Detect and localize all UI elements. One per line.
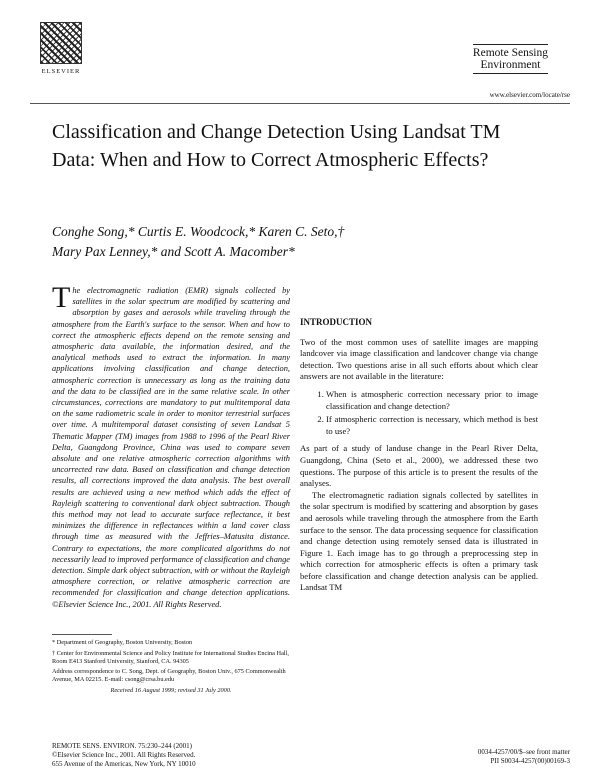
footer-journal-ref: REMOTE SENS. ENVIRON. 75:230–244 (2001) <box>52 742 192 750</box>
footnote-affiliation-1: * Department of Geography, Boston University, Boston <box>52 639 193 646</box>
article-title: Classification and Change Detection Using Landsat TM Data: When and How to Correct Atmospheric Effects? <box>52 121 501 171</box>
list-item: 1. When is atmospheric correction necessary prior to image classification and change detection? <box>326 389 538 412</box>
header-divider <box>30 103 570 104</box>
footnote-affiliation-2: † Center for Environmental Science and Policy Institute for International Studies Encina Hall, Room E413 Stanford University, Stanford, CA. 94305 <box>52 649 289 665</box>
footer-identifiers <box>478 748 570 766</box>
intro-paragraph-1: Two of the most common uses of satellite images are mapping landcover via image classification and landcover change via change detection. Two questions arise in all such efforts about which clear answers are not available in the literature: <box>300 336 538 382</box>
publisher-logo <box>36 22 86 80</box>
right-column <box>300 295 538 594</box>
journal-url[interactable]: www.elsevier.com/locate/rse <box>489 91 570 99</box>
left-column <box>52 281 290 610</box>
footnote-rule <box>52 634 112 635</box>
footer-citation <box>52 742 196 769</box>
abstract-text: he electromagnetic radiation (EMR) signals collected by satellites in the solar spectrum are modified by scattering and absorption by gases and aerosols while traveling through the atmosphere from the Earth's surface to the sensor. When and how to correct the atmospheric effects depend on the remote sensing and atmospheric data available, the information desired, and the analytical methods used to extract the information. In many applications involving classification and change detection, atmospheric correction is unnecessary as long as the training data and the data to be classified are in the same relative scale. In other circumstances, corrections are mandatory to put multitemporal data on the same radiometric scale in order to monitor terrestrial surfaces over time. A multitemporal dataset consisting of seven Landsat 5 Thematic Mapper (TM) images from 1988 to 1996 of the Pearl River Delta, Guangdong Province, China was used to compare seven absolute and one relative atmospheric correction algorithms with uncorrected raw data. Based on classification and change detection results, all corrections improved the data analysis. The best overall results are achieved using a new method which adds the effect of Rayleigh scattering to conventional dark object subtraction. Though this method may not lead to accurate surface reflectance, it best minimizes the difference in reflectances within a land cover class through time as measured with the Jeffries–Matusita distance. Contrary to expectations, the more complicated algorithms do not necessarily lead to improved performance of classification and change detection. Simple dark object subtraction, with or without the Rayleigh atmosphere correction, or relative atmospheric correction are recommended for classification and change detection applications. ©Elsevier Science Inc., 2001. All Rights Reserved. <box>52 286 290 609</box>
abstract-dropcap: T <box>52 281 71 314</box>
footnote-correspondence: Address correspondence to C. Song, Dept. of Geography, Boston Univ., 675 Commonwealth Avenue, MA 02215. E-mail: csong@crsa.bu.edu <box>52 668 286 684</box>
author-list <box>52 222 512 262</box>
intro-paragraph-3: The electromagnetic radiation signals collected by satellites in the solar spectrum is modified by scattering and absorption by gases and aerosols while traveling through the atmosphere from the Earth surface to the sensor. The data processing sequence for classification and change detection using remotely sensed data is illustrated in Figure 1. Each image has to go through a preprocessing step in which correction for atmospheric effects is often a primary task before classification and change detection analysis can be applied. Landsat TM <box>300 489 538 593</box>
publisher-name: ELSEVIER <box>41 68 81 75</box>
authors-line1: Conghe Song,* Curtis E. Woodcock,* Karen C. Seto,† <box>52 224 345 239</box>
question-list <box>300 389 538 437</box>
list-item: 2. If atmospheric correction is necessary, which method is best to use? <box>326 414 538 437</box>
footer-address: 655 Avenue of the Americas, New York, NY 10010 <box>52 760 196 768</box>
intro-paragraph-2: As part of a study of landuse change in the Pearl River Delta, Guangdong, China (Seto et al., 2000), we addressed these two questions. The purpose of this article is to present the results of the analyses. <box>300 443 538 489</box>
footer-copyright: ©Elsevier Science Inc., 2001. All Rights Reserved. <box>52 751 196 759</box>
section-heading-introduction: INTRODUCTION <box>300 317 373 327</box>
journal-title-line1: Remote Sensing <box>473 44 548 59</box>
elsevier-tree-icon <box>40 22 82 64</box>
received-dates: Received 16 August 1999; revised 31 July 2000. <box>110 686 232 694</box>
footnotes <box>52 634 290 698</box>
footer-issn: 0034-4257/00/$–see front matter <box>477 748 570 756</box>
journal-title-line2: Environment <box>473 59 548 74</box>
abstract <box>52 281 290 610</box>
journal-masthead <box>473 44 548 74</box>
authors-line2: Mary Pax Lenney,* and Scott A. Macomber* <box>52 244 295 259</box>
footer-pii: PII S0034-4257(00)00169-3 <box>490 757 570 765</box>
